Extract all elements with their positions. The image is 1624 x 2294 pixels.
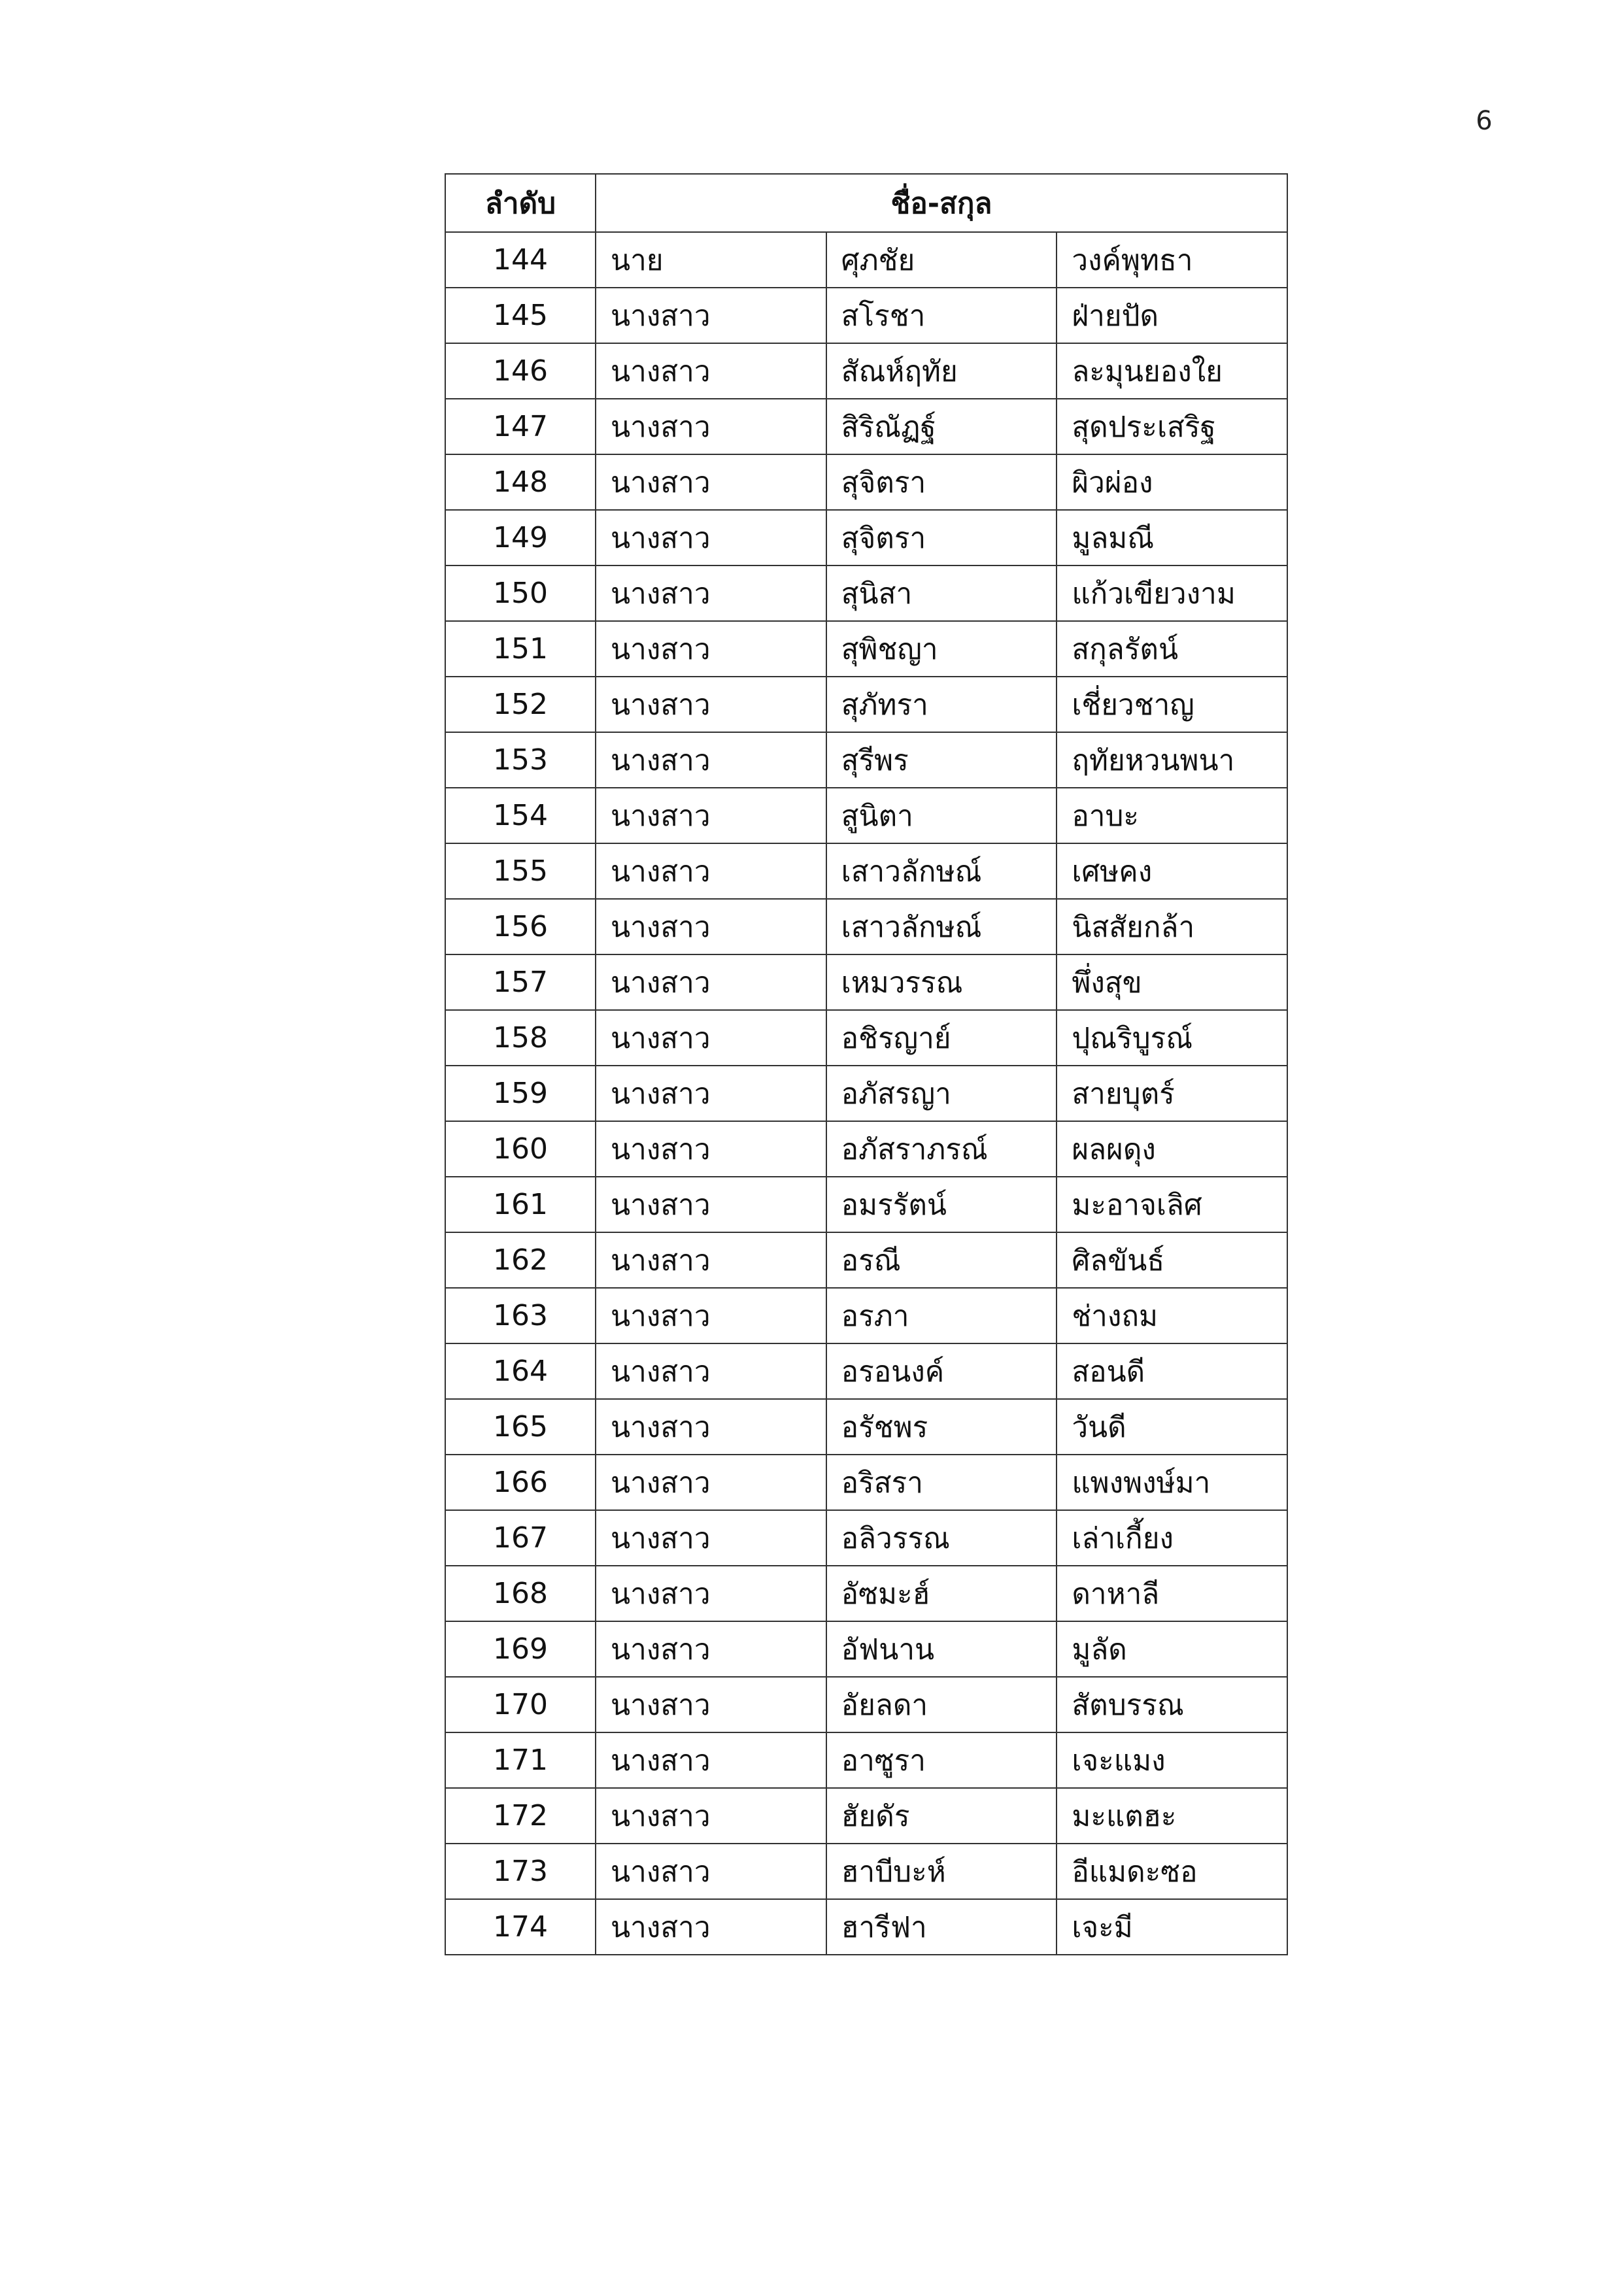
row-last-name: เจะมี	[1057, 1899, 1287, 1955]
row-first-name: สุจิตรา	[826, 454, 1057, 510]
table-row	[445, 788, 1287, 843]
table-row	[445, 1844, 1287, 1899]
row-last-name: เจะแมง	[1057, 1732, 1287, 1788]
row-first-name: สิริณัฏฐ์	[826, 399, 1057, 454]
table-row	[445, 232, 1287, 288]
row-title: นางสาว	[596, 788, 826, 843]
header-name: ชื่อ-สกุล	[596, 174, 1287, 232]
row-number: 156	[445, 899, 596, 954]
row-last-name: อีแมดะซอ	[1057, 1844, 1287, 1899]
name-list-table	[445, 173, 1288, 1955]
row-number: 158	[445, 1010, 596, 1066]
row-number: 151	[445, 621, 596, 677]
table-row	[445, 1621, 1287, 1677]
row-number: 160	[445, 1121, 596, 1177]
row-title: นางสาว	[596, 1399, 826, 1455]
row-last-name: แพงพงษ์มา	[1057, 1455, 1287, 1510]
row-title: นางสาว	[596, 1788, 826, 1844]
table-row	[445, 1288, 1287, 1343]
row-title: นางสาว	[596, 1066, 826, 1121]
row-last-name: สัตบรรณ	[1057, 1677, 1287, 1732]
row-last-name: แก้วเขียวงาม	[1057, 565, 1287, 621]
row-title: นางสาว	[596, 1177, 826, 1232]
row-first-name: สุจิตรา	[826, 510, 1057, 565]
row-first-name: ฮาบีบะห์	[826, 1844, 1057, 1899]
row-number: 146	[445, 343, 596, 399]
row-title: นางสาว	[596, 565, 826, 621]
header-order: ลำดับ	[445, 174, 596, 232]
row-number: 145	[445, 288, 596, 343]
row-first-name: ศุภชัย	[826, 232, 1057, 288]
row-title: นางสาว	[596, 1455, 826, 1510]
row-title: นางสาว	[596, 454, 826, 510]
row-last-name: ผิวผ่อง	[1057, 454, 1287, 510]
row-last-name: สายบุตร์	[1057, 1066, 1287, 1121]
row-first-name: อรณี	[826, 1232, 1057, 1288]
row-first-name: อรภา	[826, 1288, 1057, 1343]
row-title: นางสาว	[596, 1010, 826, 1066]
row-number: 171	[445, 1732, 596, 1788]
row-last-name: พึ่งสุข	[1057, 954, 1287, 1010]
row-first-name: สโรชา	[826, 288, 1057, 343]
table-row	[445, 843, 1287, 899]
table-row	[445, 288, 1287, 343]
row-number: 163	[445, 1288, 596, 1343]
row-title: นางสาว	[596, 1343, 826, 1399]
table-row	[445, 565, 1287, 621]
row-first-name: สุรีพร	[826, 732, 1057, 788]
row-first-name: อชิรญาย์	[826, 1010, 1057, 1066]
row-number: 167	[445, 1510, 596, 1566]
row-last-name: ศิลขันธ์	[1057, 1232, 1287, 1288]
row-first-name: อมรรัตน์	[826, 1177, 1057, 1232]
row-first-name: อัยลดา	[826, 1677, 1057, 1732]
row-number: 155	[445, 843, 596, 899]
table-row	[445, 1066, 1287, 1121]
row-title: นางสาว	[596, 1844, 826, 1899]
row-last-name: มะแตฮะ	[1057, 1788, 1287, 1844]
row-number: 165	[445, 1399, 596, 1455]
table-row	[445, 1010, 1287, 1066]
table-body	[445, 232, 1287, 1955]
row-title: นางสาว	[596, 899, 826, 954]
row-first-name: อัซมะฮ์	[826, 1566, 1057, 1621]
row-number: 157	[445, 954, 596, 1010]
row-number: 154	[445, 788, 596, 843]
row-number: 149	[445, 510, 596, 565]
row-last-name: มูลัด	[1057, 1621, 1287, 1677]
row-number: 173	[445, 1844, 596, 1899]
row-number: 159	[445, 1066, 596, 1121]
row-last-name: เศษคง	[1057, 843, 1287, 899]
row-last-name: ดาหาลี	[1057, 1566, 1287, 1621]
row-number: 164	[445, 1343, 596, 1399]
row-first-name: อรอนงค์	[826, 1343, 1057, 1399]
table-row	[445, 621, 1287, 677]
row-title: นางสาว	[596, 677, 826, 732]
table-row	[445, 1677, 1287, 1732]
row-first-name: อลิวรรณ	[826, 1510, 1057, 1566]
row-title: นางสาว	[596, 343, 826, 399]
row-number: 150	[445, 565, 596, 621]
row-title: นางสาว	[596, 510, 826, 565]
row-title: นางสาว	[596, 621, 826, 677]
table-row	[445, 1899, 1287, 1955]
row-last-name: มูลมณี	[1057, 510, 1287, 565]
row-number: 147	[445, 399, 596, 454]
row-first-name: สูนิตา	[826, 788, 1057, 843]
table-row	[445, 1510, 1287, 1566]
row-first-name: อริสรา	[826, 1455, 1057, 1510]
row-last-name: เชี่ยวชาญ	[1057, 677, 1287, 732]
row-number: 148	[445, 454, 596, 510]
row-title: นางสาว	[596, 1288, 826, 1343]
table-row	[445, 899, 1287, 954]
row-title: นางสาว	[596, 399, 826, 454]
row-number: 166	[445, 1455, 596, 1510]
row-number: 172	[445, 1788, 596, 1844]
row-first-name: สุนิสา	[826, 565, 1057, 621]
row-last-name: สอนดี	[1057, 1343, 1287, 1399]
row-last-name: นิสสัยกล้า	[1057, 899, 1287, 954]
table-row	[445, 1399, 1287, 1455]
row-number: 161	[445, 1177, 596, 1232]
row-last-name: ปุณริบูรณ์	[1057, 1010, 1287, 1066]
row-first-name: สัณห์ฤทัย	[826, 343, 1057, 399]
row-first-name: เหมวรรณ	[826, 954, 1057, 1010]
row-last-name: ผลผดุง	[1057, 1121, 1287, 1177]
row-first-name: อภัสรญา	[826, 1066, 1057, 1121]
row-title: นางสาว	[596, 1677, 826, 1732]
row-title: นางสาว	[596, 843, 826, 899]
row-number: 170	[445, 1677, 596, 1732]
row-first-name: เสาวลักษณ์	[826, 899, 1057, 954]
table-row	[445, 1121, 1287, 1177]
table-header-row	[445, 174, 1287, 232]
row-title: นางสาว	[596, 1510, 826, 1566]
row-last-name: ละมุนยองใย	[1057, 343, 1287, 399]
row-first-name: อัฟนาน	[826, 1621, 1057, 1677]
row-title: นางสาว	[596, 732, 826, 788]
table-row	[445, 510, 1287, 565]
row-first-name: สุพิชญา	[826, 621, 1057, 677]
row-first-name: เสาวลักษณ์	[826, 843, 1057, 899]
row-last-name: วงค์พุทธา	[1057, 232, 1287, 288]
row-number: 174	[445, 1899, 596, 1955]
row-first-name: อาซูรา	[826, 1732, 1057, 1788]
row-first-name: อภัสราภรณ์	[826, 1121, 1057, 1177]
row-number: 153	[445, 732, 596, 788]
row-title: นางสาว	[596, 1732, 826, 1788]
table-row	[445, 732, 1287, 788]
row-title: นางสาว	[596, 954, 826, 1010]
row-number: 152	[445, 677, 596, 732]
row-title: นางสาว	[596, 1121, 826, 1177]
row-title: นาย	[596, 232, 826, 288]
row-first-name: ฮัยดัร	[826, 1788, 1057, 1844]
row-last-name: ช่างถม	[1057, 1288, 1287, 1343]
table-row	[445, 677, 1287, 732]
row-last-name: มะอาจเลิศ	[1057, 1177, 1287, 1232]
row-last-name: สุดประเสริฐ	[1057, 399, 1287, 454]
row-first-name: ฮารีฟา	[826, 1899, 1057, 1955]
row-last-name: ฝ่ายปัด	[1057, 288, 1287, 343]
table-row	[445, 1177, 1287, 1232]
table-row	[445, 1232, 1287, 1288]
page-number: 6	[1476, 106, 1493, 136]
row-last-name: อาบะ	[1057, 788, 1287, 843]
row-title: นางสาว	[596, 1621, 826, 1677]
table-row	[445, 1732, 1287, 1788]
table-row	[445, 1566, 1287, 1621]
table-row	[445, 399, 1287, 454]
row-number: 162	[445, 1232, 596, 1288]
row-title: นางสาว	[596, 288, 826, 343]
row-number: 169	[445, 1621, 596, 1677]
row-first-name: สุภัทรา	[826, 677, 1057, 732]
table-row	[445, 454, 1287, 510]
row-last-name: วันดี	[1057, 1399, 1287, 1455]
table-row	[445, 1455, 1287, 1510]
row-last-name: สกุลรัตน์	[1057, 621, 1287, 677]
row-last-name: เล่าเกี้ยง	[1057, 1510, 1287, 1566]
row-last-name: ฤทัยหวนพนา	[1057, 732, 1287, 788]
row-title: นางสาว	[596, 1566, 826, 1621]
table-row	[445, 954, 1287, 1010]
table-row	[445, 1788, 1287, 1844]
row-number: 168	[445, 1566, 596, 1621]
row-title: นางสาว	[596, 1232, 826, 1288]
table-row	[445, 1343, 1287, 1399]
row-first-name: อรัชพร	[826, 1399, 1057, 1455]
row-number: 144	[445, 232, 596, 288]
table-row	[445, 343, 1287, 399]
row-title: นางสาว	[596, 1899, 826, 1955]
